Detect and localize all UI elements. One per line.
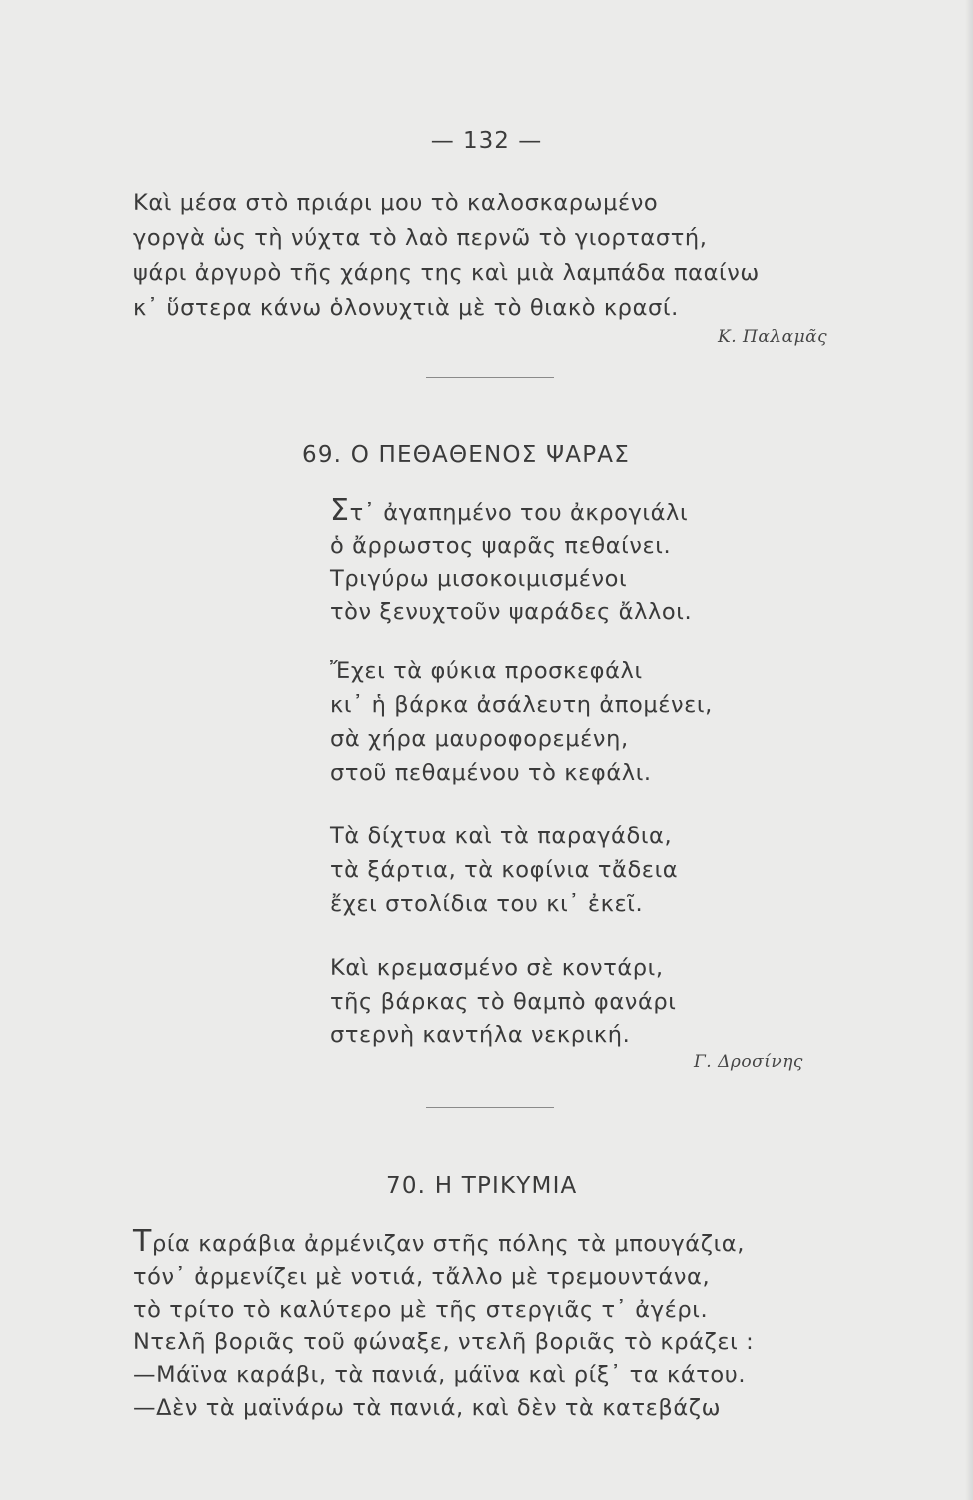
- poem3-title: 70. Η ΤΡΙΚΥΜΙΑ: [386, 1173, 578, 1199]
- poem2-title: 69. Ο ΠΕΘΑΘΕΝΟΣ ΨΑΡΑΣ: [302, 442, 630, 468]
- drop-cap: Σ: [330, 493, 350, 528]
- page-edge-shadow: [965, 0, 973, 1500]
- poem1-line: γοργὰ ὡς τὴ νύχτα τὸ λαὸ περνῶ τὸ γιορταστή,: [133, 225, 708, 251]
- poem2-line: κι᾿ ἡ βάρκα ἀσάλευτη ἀπομένει,: [330, 692, 713, 718]
- poem3-line: ρία καράβια ἀρμένιζαν στῆς πόλης τὰ μπουγάζια,: [151, 1231, 745, 1257]
- page-number: — 132 —: [430, 128, 543, 154]
- poem3-line: —Δὲν τὰ μαϊνάρω τὰ πανιά, καὶ δὲν τὰ κατεβάζω: [133, 1395, 722, 1421]
- poem2-author: Γ. Δροσίνης: [694, 1052, 803, 1072]
- poem3-line: —Μάϊνα καράβι, τὰ πανιά, μάϊνα καὶ ρίξ᾿ τα κάτου.: [133, 1362, 747, 1388]
- poem2-first-line: [330, 493, 689, 528]
- poem2-line: ὁ ἄρρωστος ψαρᾶς πεθαίνει.: [330, 533, 672, 559]
- poem3-line: Ντελῆ βοριᾶς τοῦ φώναξε, ντελῆ βοριᾶς τὸ κράζει :: [133, 1329, 755, 1355]
- section-divider: [426, 377, 554, 378]
- poem2-line: σὰ χήρα μαυροφορεμένη,: [330, 726, 629, 752]
- poem1-line: κ᾿ ὕστερα κάνω ὁλονυχτιὰ μὲ τὸ θιακὸ κρασί.: [133, 295, 679, 321]
- poem2-line: ἔχει στολίδια του κι᾿ ἐκεῖ.: [330, 891, 644, 917]
- poem3-first-line: [133, 1224, 745, 1259]
- poem2-line: Τριγύρω μισοκοιμισμένοι: [330, 566, 628, 592]
- poem2-line: τῆς βάρκας τὸ θαμπὸ φανάρι: [330, 989, 677, 1015]
- poem2-line: στερνὴ καντήλα νεκρική.: [330, 1022, 631, 1048]
- poem2-line: Καὶ κρεμασμένο σὲ κοντάρι,: [330, 955, 664, 981]
- poem1-author: Κ. Παλαμᾶς: [718, 327, 828, 347]
- poem3-line: τόν᾿ ἀρμενίζει μὲ νοτιά, τἄλλο μὲ τρεμουντάνα,: [133, 1264, 711, 1290]
- poem2-line: Ἔχει τὰ φύκια προσκεφάλι: [330, 658, 643, 684]
- poem1-line: Καὶ μέσα στὸ πριάρι μου τὸ καλοσκαρωμένο: [133, 190, 659, 216]
- poem2-line: τὰ ξάρτια, τὰ κοφίνια τἄδεια: [330, 857, 679, 883]
- poem2-line: τ᾿ ἀγαπημένο του ἀκρογιάλι: [349, 500, 689, 526]
- poem2-line: στοῦ πεθαμένου τὸ κεφάλι.: [330, 760, 652, 786]
- poem3-line: τὸ τρίτο τὸ καλύτερο μὲ τῆς στεργιᾶς τ᾿ ἀγέρι.: [133, 1297, 709, 1323]
- poem2-line: Τὰ δίχτυα καὶ τὰ παραγάδια,: [330, 823, 673, 849]
- section-divider: [426, 1107, 554, 1108]
- poem2-line: τὸν ξενυχτοῦν ψαράδες ἄλλοι.: [330, 599, 693, 625]
- drop-cap: Τ: [133, 1224, 152, 1259]
- poem1-line: ψάρι ἀργυρὸ τῆς χάρης της καὶ μιὰ λαμπάδα πααίνω: [133, 260, 760, 286]
